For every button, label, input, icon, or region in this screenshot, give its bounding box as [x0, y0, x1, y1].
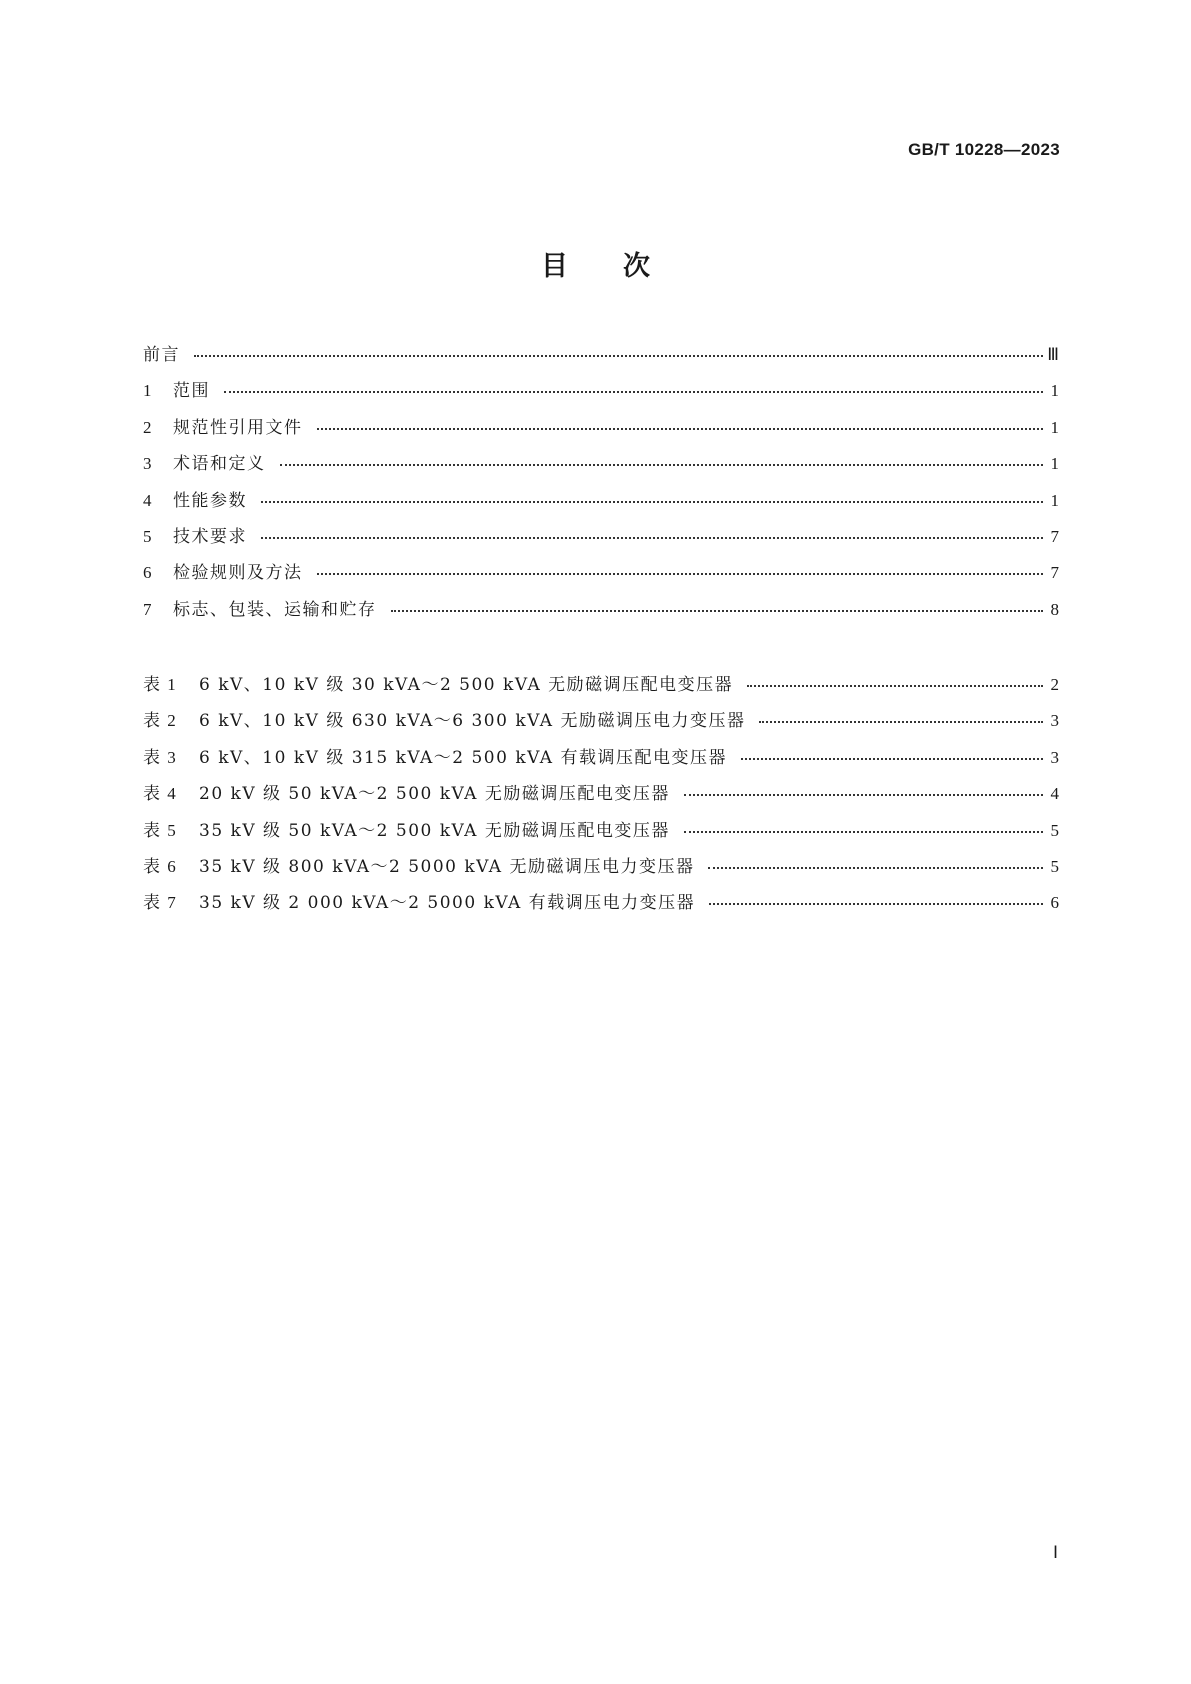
table-entry-page: 5	[1050, 856, 1059, 876]
toc-entry-number: 4	[143, 490, 153, 510]
toc-entry-title: 范围	[173, 381, 210, 402]
standard-code: GB/T 10228—2023	[908, 140, 1060, 159]
toc-entry-title: 标志、包装、运输和贮存	[173, 599, 377, 620]
toc-entry[interactable]	[143, 340, 1059, 376]
toc-entry[interactable]	[143, 449, 1059, 485]
table-entry-page: 3	[1050, 711, 1059, 731]
toc-entry[interactable]	[143, 558, 1059, 594]
table-entry[interactable]	[143, 706, 1059, 742]
toc-entry[interactable]	[143, 522, 1059, 558]
toc-entry-page: 1	[1050, 417, 1059, 437]
dot-leader	[708, 855, 1043, 872]
toc-entry-page: 7	[1050, 526, 1059, 546]
dot-leader	[261, 525, 1043, 542]
page-number: Ⅰ	[1052, 1543, 1058, 1562]
toc-entry-page: 8	[1050, 599, 1059, 619]
table-entry-title: 6 kV、10 kV 级 630 kVA～6 300 kVA 无励磁调压电力变压器	[199, 711, 746, 732]
toc-entry-number: 3	[143, 454, 153, 474]
table-entry-page: 6	[1050, 893, 1059, 913]
table-entry-number: 表 2	[143, 711, 178, 731]
table-entry-number: 表 5	[143, 820, 178, 840]
dot-leader	[280, 452, 1044, 469]
table-entry[interactable]	[143, 888, 1059, 924]
dot-leader	[741, 746, 1043, 763]
toc-entry-number: 7	[143, 599, 153, 619]
page-title: 目次	[541, 251, 705, 282]
dot-leader	[684, 819, 1043, 836]
dot-leader	[747, 673, 1043, 690]
table-entry[interactable]	[143, 816, 1059, 852]
table-entry-page: 5	[1050, 820, 1059, 840]
dot-leader	[194, 343, 1043, 360]
dot-leader	[317, 416, 1044, 433]
toc-list	[143, 340, 1059, 631]
dot-leader	[224, 379, 1043, 396]
table-entry-page: 4	[1050, 784, 1059, 804]
toc-entry-number: 2	[143, 417, 153, 437]
toc-entry-number: 1	[143, 381, 153, 401]
table-entry-number: 表 3	[143, 747, 178, 767]
table-entry[interactable]	[143, 852, 1059, 888]
toc-entry-page: 1	[1050, 454, 1059, 474]
toc-entry[interactable]	[143, 376, 1059, 412]
table-entry-number: 表 7	[143, 893, 178, 913]
table-entry-number: 表 4	[143, 784, 178, 804]
toc-entry-page: 1	[1050, 490, 1059, 510]
dot-leader	[759, 709, 1043, 726]
table-entry-title: 20 kV 级 50 kVA～2 500 kVA 无励磁调压配电变压器	[199, 784, 670, 805]
table-entry-title: 35 kV 级 800 kVA～2 5000 kVA 无励磁调压电力变压器	[199, 856, 695, 877]
toc-entry[interactable]	[143, 595, 1059, 631]
toc-entry-number: 5	[143, 526, 153, 546]
table-entry[interactable]	[143, 670, 1059, 706]
toc-entry-title: 术语和定义	[173, 454, 266, 475]
toc-entry[interactable]	[143, 413, 1059, 449]
toc-entry-title: 检验规则及方法	[173, 563, 303, 584]
table-entry-number: 表 6	[143, 856, 178, 876]
table-entry-page: 3	[1050, 747, 1059, 767]
dot-leader	[391, 598, 1044, 615]
table-entry-title: 35 kV 级 2 000 kVA～2 5000 kVA 有载调压电力变压器	[199, 893, 696, 914]
toc-entry-title: 前言	[143, 345, 180, 365]
toc-entry-number: 6	[143, 563, 153, 583]
dot-leader	[261, 489, 1043, 506]
toc-entry-page: 1	[1050, 381, 1059, 401]
toc-entry-page: Ⅲ	[1047, 345, 1059, 364]
table-entry-page: 2	[1050, 675, 1059, 694]
dot-leader	[709, 891, 1043, 908]
dot-leader	[684, 782, 1043, 799]
table-entry[interactable]	[143, 743, 1059, 779]
table-entry-title: 6 kV、10 kV 级 315 kVA～2 500 kVA 有载调压配电变压器	[199, 747, 727, 768]
toc-entry-page: 7	[1050, 563, 1059, 583]
table-entry-title: 6 kV、10 kV 级 30 kVA～2 500 kVA 无励磁调压配电变压器	[199, 675, 734, 695]
toc-entry-title: 性能参数	[173, 490, 247, 511]
table-entry[interactable]	[143, 779, 1059, 815]
dot-leader	[317, 561, 1044, 578]
table-entry-number: 表 1	[143, 675, 178, 694]
toc-entry[interactable]	[143, 486, 1059, 522]
toc-entry-title: 技术要求	[173, 526, 247, 547]
toc-entry-title: 规范性引用文件	[173, 417, 303, 438]
table-list	[143, 670, 1059, 925]
table-entry-title: 35 kV 级 50 kVA～2 500 kVA 无励磁调压配电变压器	[199, 820, 670, 841]
